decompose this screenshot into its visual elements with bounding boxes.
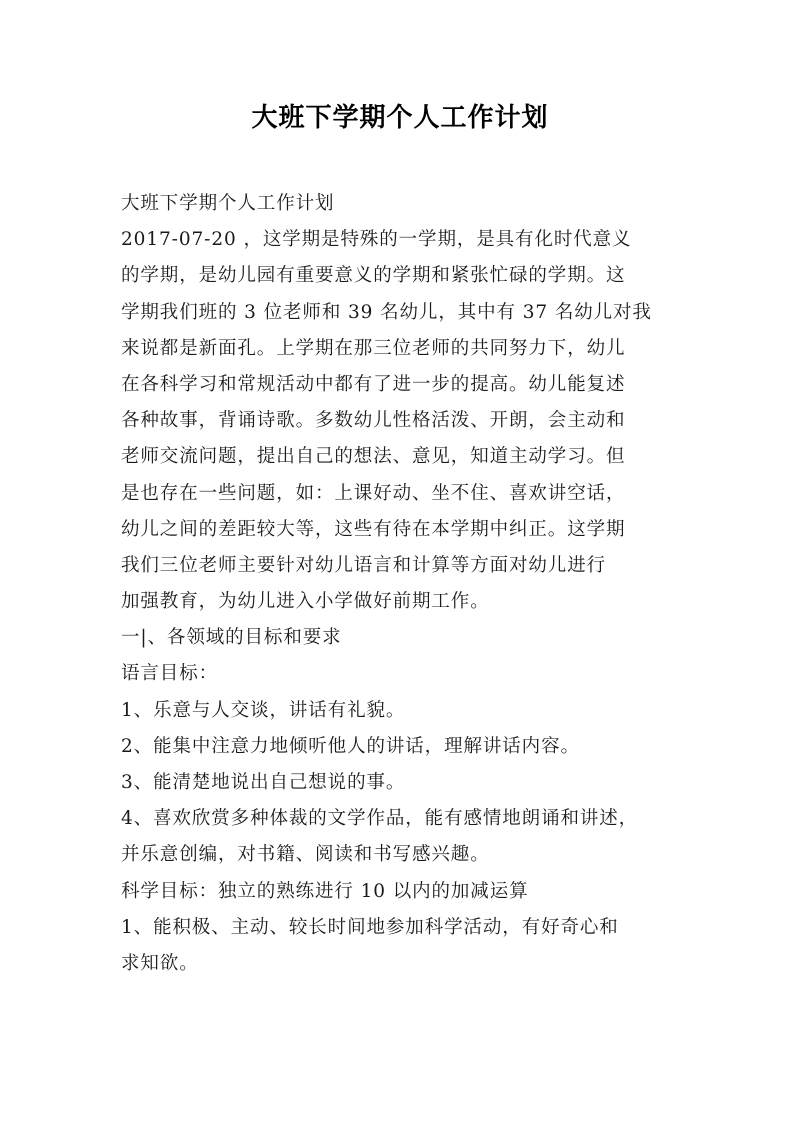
list-item: 4、喜欢欣赏多种体裁的文学作品，能有感情地朗诵和讲述， (121, 808, 639, 830)
body-line: 是也存在一些问题，如：上课好动、坐不住、喜欢讲空话， (121, 482, 626, 504)
list-item: 2、能集中注意力地倾听他人的讲话，理解讲话内容。 (121, 735, 580, 757)
section-heading: 一|、各领域的目标和要求 (121, 627, 342, 649)
list-item: 1、乐意与人交谈，讲话有礼貌。 (121, 699, 406, 721)
list-item-continuation: 并乐意创编，对书籍、阅读和书写感兴趣。 (121, 844, 490, 866)
document-title: 大班下学期个人工作计划 (251, 103, 549, 133)
body-line: 加强教育，为幼儿进入小学做好前期工作。 (121, 591, 490, 613)
subsection-heading-language: 语言目标： (121, 663, 219, 685)
list-item: 3、能清楚地说出自己想说的事。 (121, 772, 406, 793)
body-line: 来说都是新面孔。上学期在那三位老师的共同努力下，幼儿 (121, 337, 626, 359)
list-item: 1、能积极、主动、较长时间地参加科学活动，有好奇心和 (121, 916, 619, 938)
subsection-heading-science: 科学目标：独立的熟练进行 10 以内的加减运算 (121, 880, 529, 902)
list-item-continuation: 求知欲。 (121, 952, 199, 974)
body-line: 在各科学习和常规活动中都有了进一步的提高。幼儿能复述 (121, 373, 626, 395)
body-line: 我们三位老师主要针对幼儿语言和计算等方面对幼儿进行 (121, 554, 607, 576)
body-line-subtitle: 大班下学期个人工作计划 (121, 193, 335, 214)
body-line: 2017-07-20 ，这学期是特殊的一学期，是具有化时代意义 (121, 229, 632, 251)
document-body (121, 186, 691, 982)
body-line: 学期我们班的 3 位老师和 39 名幼儿，其中有 37 名幼儿对我 (121, 301, 652, 323)
body-line: 老师交流问题，提出自己的想法、意见，知道主动学习。但 (121, 446, 626, 468)
body-line: 的学期，是幼儿园有重要意义的学期和紧张忙碌的学期。这 (121, 265, 626, 287)
body-line: 各种故事，背诵诗歌。多数幼儿性格活泼、开朗，会主动和 (121, 410, 626, 432)
body-line: 幼儿之间的差距较大等，这些有待在本学期中纠正。这学期 (121, 518, 626, 540)
